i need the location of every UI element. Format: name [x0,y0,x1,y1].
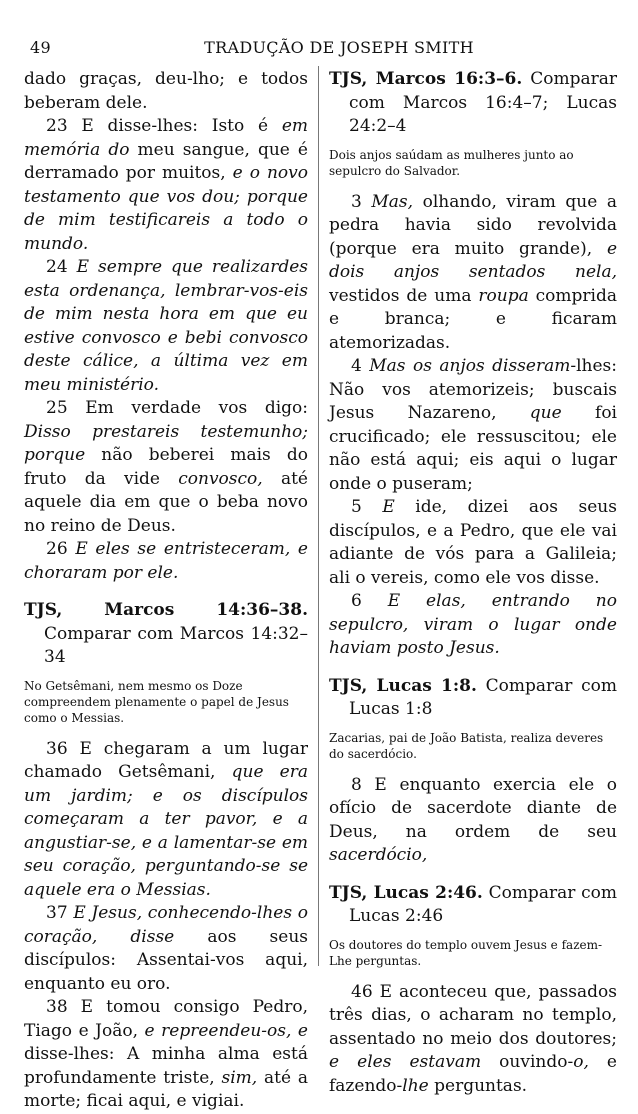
column-divider [318,66,319,966]
verse-38: 38 E tomou consigo Pedro, Tiago e João, e repreendeu-os, e disse-lhes: A minha alma está profundamente triste, sim, até a morte; ficai aqui, e vigiai. [24,997,308,1111]
verse-26: 26 E eles se entristeceram, e choraram por ele. [24,539,308,583]
page-header [30,38,608,60]
section-summary-lucas-2: Os doutores do templo ouvem Jesus e fazem-Lhe perguntas. [329,937,603,968]
tjs-heading: TJS, Marcos 14:36–38. Comparar com Marcos 14:32–34 [24,600,308,667]
verse-8: 8 E enquanto exercia ele o ofício de sacerdote diante de Deus, na ordem de seu sacerdócio, [329,774,617,865]
right-column [329,68,617,1098]
verse-25: 25 Em verdade vos digo: Disso prestareis testemunho; porque não beberei mais do fruto da vide convosco, até aquele dia em que o beba novo no reino de Deus. [24,398,308,536]
left-column [24,68,308,1114]
verse-24: 24 E sempre que realizardes esta ordenança, lembrar-vos-eis de mim nesta hora em que eu estive convosco e bebi convosco deste cálice, a última vez em meu ministério. [24,257,308,395]
section-summary: No Getsêmani, nem mesmo os Doze compreendem plenamente o papel de Jesus como o Messias. [24,678,289,725]
tjs-heading-marcos-16: TJS, Marcos 16:3–6. Comparar com Marcos 16:4–7; Lucas 24:2–4 [329,69,617,136]
verse-4: 4 Mas os anjos disseram-lhes: Não vos atemorizeis; buscais Jesus Nazareno, que foi crucificado; ele ressuscitou; ele não está aqui; eis aqui o lugar onde o puseram; [329,356,617,494]
tjs-heading-lucas-1: TJS, Lucas 1:8. Comparar com Lucas 1:8 [329,675,617,719]
verse-36: 36 E chegaram a um lugar chamado Getsêmani, que era um jardim; e os discípulos começaram a ter pavor, e a angustiar-se, e a lamentar-se em seu coração, perguntando-se se aquele era o Messias. [24,738,308,900]
verse-6: 6 E elas, entrando no sepulcro, viram o lugar onde haviam posto Jesus. [329,591,617,658]
running-title: TRADUÇÃO DE JOSEPH SMITH [204,38,474,57]
verse-37: 37 E Jesus, conhecendo-lhes o coração, disse aos seus discípulos: Assentai-vos aqui, enquanto eu oro. [24,903,309,994]
verse-continuation: dado graças, deu-lho; e todos beberam dele. [24,69,308,113]
tjs-heading-lucas-2: TJS, Lucas 2:46. Comparar com Lucas 2:46 [329,882,617,926]
verse-46: 46 E aconteceu que, passados três dias, o acharam no templo, assentado no meio dos doutores; e eles estavam ouvindo-o, e fazendo-lhe perguntas. [329,981,617,1096]
verse-23: 23 E disse-lhes: Isto é em memória do meu sangue, que é derramado por muitos, e o novo testamento que vos dou; porque de mim testificareis a todo o mundo. [24,116,308,254]
section-summary-marcos-16: Dois anjos saúdam as mulheres junto ao sepulcro do Salvador. [329,147,574,178]
verse-5: 5 E ide, dizei aos seus discípulos, e a Pedro, que ele vai adiante de vós para a Galileia; ali o vereis, como ele vos disse. [329,497,617,588]
page-number: 49 [30,38,51,57]
verse-3: 3 Mas, olhando, viram que a pedra havia sido revolvida (porque era muito grande), e dois anjos sentados nela, vestidos de uma roupa comprida e branca; e ficaram atemorizadas. [329,191,617,353]
section-summary-lucas-1: Zacarias, pai de João Batista, realiza deveres do sacerdócio. [329,730,604,761]
